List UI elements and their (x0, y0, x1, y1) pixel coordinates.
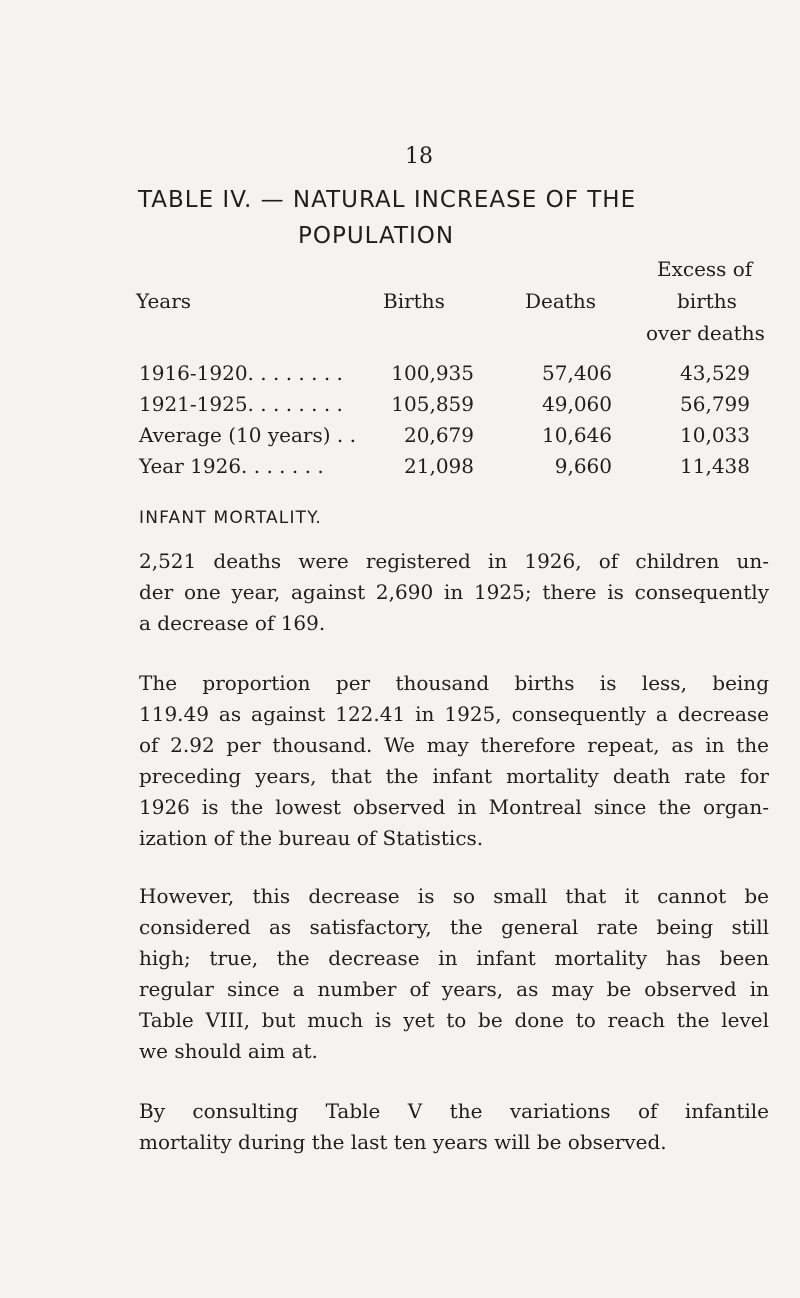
cell-years: 1916-1920. . . . . . . . (139, 361, 343, 385)
cell-births: 20,679 (404, 423, 474, 447)
paragraph-line: 2,521 deaths were registered in 1926, of children un- (139, 549, 769, 573)
cell-excess: 11,438 (680, 454, 750, 478)
cell-deaths: 10,646 (542, 423, 612, 447)
cell-excess: 10,033 (680, 423, 750, 447)
cell-deaths: 49,060 (542, 392, 612, 416)
paragraph-line: we should aim at. (139, 1039, 318, 1063)
paragraph-line: a decrease of 169. (139, 611, 326, 635)
paragraph-line: However, this decrease is so small that it cannot be (139, 884, 769, 908)
paragraph-line: preceding years, that the infant mortality death rate for (139, 764, 769, 788)
paragraph-line: ization of the bureau of Statistics. (139, 826, 484, 850)
table-row (0, 423, 800, 451)
paragraph-4 (139, 1096, 769, 1158)
paragraph-line: 119.49 as against 122.41 in 1925, consequently a decrease (139, 702, 769, 726)
table-row (0, 361, 800, 389)
paragraph-line: By consulting Table V the variations of infantile (139, 1099, 769, 1123)
paragraph-line: 1926 is the lowest observed in Montreal since the organ- (139, 795, 769, 819)
header-deaths: Deaths (525, 289, 596, 313)
cell-births: 105,859 (391, 392, 474, 416)
paragraph-2 (139, 668, 769, 854)
section-heading-infant-mortality: INFANT MORTALITY. (139, 508, 323, 528)
cell-years: Average (10 years) . . (139, 423, 356, 447)
cell-excess: 56,799 (680, 392, 750, 416)
header-excess-line-1: Excess of (657, 257, 753, 281)
header-excess-line-2: births (677, 289, 737, 313)
cell-years: Year 1926. . . . . . . (139, 454, 324, 478)
header-years: Years (136, 289, 192, 313)
table-title-line-1: TABLE IV. — NATURAL INCREASE OF THE (138, 187, 637, 213)
paragraph-line: mortality during the last ten years will be observed. (139, 1130, 667, 1154)
paragraph-line: of 2.92 per thousand. We may therefore repeat, as in the (139, 733, 769, 757)
table-row (0, 392, 800, 420)
header-births: Births (383, 289, 445, 313)
paragraph-line: considered as satisfactory, the general rate being still (139, 915, 769, 939)
table-title-line-2: POPULATION (298, 223, 455, 249)
cell-years: 1921-1925. . . . . . . . (139, 392, 343, 416)
paragraph-1 (139, 546, 769, 639)
page-number: 18 (405, 144, 433, 169)
paragraph-line: der one year, against 2,690 in 1925; there is consequently (139, 580, 769, 604)
table-row (0, 454, 800, 482)
cell-deaths: 57,406 (542, 361, 612, 385)
paragraph-line: Table VIII, but much is yet to be done to reach the level (139, 1008, 769, 1032)
cell-excess: 43,529 (680, 361, 750, 385)
cell-births: 100,935 (391, 361, 474, 385)
header-excess-line-3: over deaths (646, 321, 765, 345)
paragraph-line: regular since a number of years, as may be observed in (139, 977, 769, 1001)
cell-deaths: 9,660 (554, 454, 612, 478)
paragraph-3 (139, 881, 769, 1067)
paragraph-line: The proportion per thousand births is less, being (139, 671, 769, 695)
cell-births: 21,098 (404, 454, 474, 478)
paragraph-line: high; true, the decrease in infant mortality has been (139, 946, 769, 970)
